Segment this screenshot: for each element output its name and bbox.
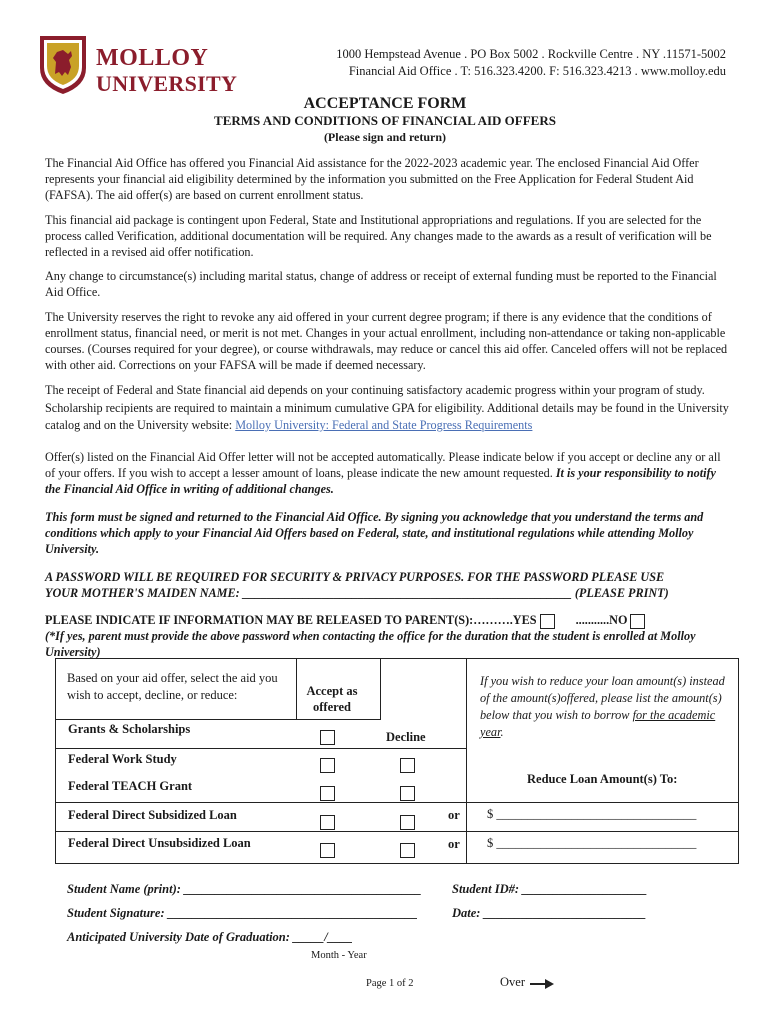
aid-intro-text: Based on your aid offer, select the aid you wish to accept, decline, or reduce: xyxy=(67,671,278,702)
release-yes-checkbox[interactable] xyxy=(540,614,555,629)
unsubsidized-amount-field[interactable]: $ ________________________________ xyxy=(487,836,697,850)
address-block xyxy=(336,46,726,80)
paragraph-verification: This financial aid package is contingent upon Federal, State and Institutional appropriations and regulations. If you are selected for the process called Verification, additional documentation will be required. Any changes made to the awards as a result of verification will be reflected in a revised aid offer notification. xyxy=(45,213,712,259)
student-id-field[interactable]: Student ID#: ____________________ xyxy=(452,882,648,896)
paragraph-acceptance-bold: It is your responsibility to notify the Financial Aid Office in writing of additional changes. xyxy=(45,466,716,496)
accept-header: Accept as offered xyxy=(306,684,358,714)
progress-requirements-link[interactable]: Molloy University: Federal and State Progress Requirements xyxy=(235,418,533,432)
university-logo-text xyxy=(96,46,237,96)
form-title: ACCEPTANCE FORM xyxy=(303,95,467,112)
address-line2: Financial Aid Office . T: 516.323.4200. F: 516.323.4213 . www.molloy.edu xyxy=(348,64,726,78)
password-line2[interactable]: YOUR MOTHER'S MAIDEN NAME: ______________________________________________________ (PLEASE PRINT) xyxy=(45,586,669,600)
row-subsidized-label: Federal Direct Subsidized Loan xyxy=(68,808,237,822)
divider xyxy=(296,658,297,720)
divider xyxy=(55,748,467,749)
row-grants-label: Grants & Scholarships xyxy=(68,722,191,736)
row-work-study-label: Federal Work Study xyxy=(68,752,177,766)
paragraph-acceptance xyxy=(45,449,729,497)
paragraph-signature-notice: This form must be signed and returned to the Financial Aid Office. By signing you acknowledge that you understand the terms and conditions which apply to your Financial Aid Offers based on Federal, state, and institutional regulations while attending Molloy University. xyxy=(45,510,704,556)
subsidized-decline-checkbox[interactable] xyxy=(400,815,415,830)
graduation-caption: Month - Year xyxy=(311,950,367,961)
paragraph-offer: The Financial Aid Office has offered you Financial Aid assistance for the 2022-2023 academic year. The enclosed Financial Aid Offer represents your financial aid eligibility determined by the information you submitted on the Free Application for Federal Student Aid (FAFSA). The aid offer(s) are based on current enrollment status. xyxy=(45,156,699,202)
logo-line1: MOLLOY xyxy=(96,45,209,71)
work-study-accept-checkbox[interactable] xyxy=(320,758,335,773)
release-question-text: PLEASE INDICATE IF INFORMATION MAY BE RELEASED TO PARENT(S):……….YES xyxy=(45,613,537,627)
reduce-header: Reduce Loan Amount(s) To: xyxy=(527,772,678,786)
student-signature-field[interactable]: Student Signature: ________________________________________ xyxy=(67,906,418,920)
unsubsidized-or-label: or xyxy=(448,837,460,851)
paragraph-acceptance-text: Offer(s) listed on the Financial Aid Offer letter will not be accepted automatically. Please indicate below if you accept or decline any or all of your offers. If you wish to accept a lesser amount of loans, please indicate the new amount requested. xyxy=(45,450,721,480)
subsidized-or-label: or xyxy=(448,808,460,822)
divider xyxy=(55,802,739,803)
paragraph-changes: Any change to circumstance(s) including marital status, change of address or receipt of external funding must be reported to the Financial Aid Office. xyxy=(45,269,717,299)
subsidized-amount-field[interactable]: $ ________________________________ xyxy=(487,807,697,821)
row-teach-label: Federal TEACH Grant xyxy=(68,779,193,793)
release-question xyxy=(45,613,645,629)
reduce-instructions-underline: for the academic year xyxy=(480,708,716,739)
form-subtitle: TERMS AND CONDITIONS OF FINANCIAL AID OFFERS xyxy=(214,113,556,128)
decline-header: Decline xyxy=(386,730,426,744)
university-crest-icon xyxy=(38,34,88,96)
unsubsidized-accept-checkbox[interactable] xyxy=(320,843,335,858)
password-line1: A PASSWORD WILL BE REQUIRED FOR SECURITY & PRIVACY PURPOSES. FOR THE PASSWORD PLEASE USE xyxy=(45,570,665,584)
address-line1: 1000 Hempstead Avenue . PO Box 5002 . Rockville Centre . NY .11571-5002 xyxy=(336,47,726,61)
release-no-label: ...........NO xyxy=(575,613,628,627)
release-no-checkbox[interactable] xyxy=(630,614,645,629)
subsidized-accept-checkbox[interactable] xyxy=(320,815,335,830)
unsubsidized-decline-checkbox[interactable] xyxy=(400,843,415,858)
student-name-field[interactable]: Student Name (print): ______________________________________ xyxy=(67,882,422,896)
grants-accept-checkbox[interactable] xyxy=(320,730,335,745)
logo-line2: UNIVERSITY xyxy=(96,71,238,96)
row-unsubsidized-label: Federal Direct Unsubsidized Loan xyxy=(68,836,251,850)
over-label: Over xyxy=(500,975,525,989)
teach-accept-checkbox[interactable] xyxy=(320,786,335,801)
divider xyxy=(55,831,739,832)
form-note: (Please sign and return) xyxy=(323,130,447,144)
paragraph-revoke: The University reserves the right to revoke any aid offered in your current degree program; if there is any evidence that the conditions of enrollment status, financial need, or merit is not met. Changes in your actual enrollment, including non-attendance or taking non-applicable courses. (Courses required for your degree), or course withdrawals, may reduce or cancel this aid offer. Canceled offers will not be replaced with other aid. Corrections on your FAFSA will be made if deemed necessary. xyxy=(45,310,728,372)
graduation-date-field[interactable]: Anticipated University Date of Graduation: _____/____ xyxy=(67,930,353,944)
page-number: Page 1 of 2 xyxy=(366,978,414,989)
reduce-instructions-text: If you wish to reduce your loan amount(s) instead of the amount(s)offered, please list the amount(s) below that you wish to borrow xyxy=(480,674,725,722)
divider xyxy=(466,658,467,864)
teach-decline-checkbox[interactable] xyxy=(400,786,415,801)
release-note: (*If yes, parent must provide the above password when contacting the office for the duration that the student is enrolled at Molloy University) xyxy=(45,629,696,659)
date-field[interactable]: Date: __________________________ xyxy=(452,906,647,920)
paragraph-progress xyxy=(45,382,729,435)
paragraph-progress-text: The receipt of Federal and State financial aid depends on your continuing satisfactory academic progress within your program of study. Scholarship recipients are required to maintain a minimum cumulative GPA for eligibility. Additional details may be found in the University catalog and on the University website: xyxy=(45,383,729,432)
reduce-instructions: If you wish to reduce your loan amount(s) instead of the amount(s)offered, please list the amount(s) below that you wish to borrow for the academic year. xyxy=(480,674,725,739)
arrow-right-icon xyxy=(530,979,554,989)
work-study-decline-checkbox[interactable] xyxy=(400,758,415,773)
